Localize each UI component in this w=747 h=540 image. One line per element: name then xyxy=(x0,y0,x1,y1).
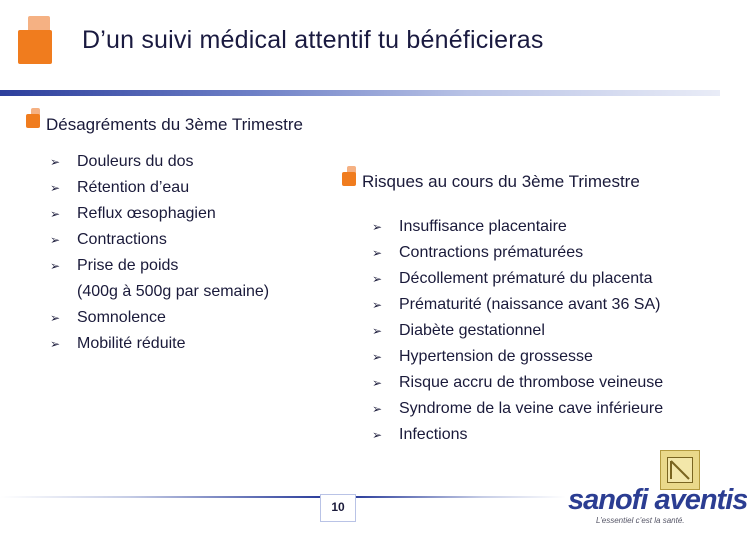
arrow-bullet-icon: ➢ xyxy=(372,246,383,260)
arrow-bullet-icon: ➢ xyxy=(372,298,383,312)
list-item: ➢ Hypertension de grossesse xyxy=(372,344,663,370)
arrow-bullet-icon: ➢ xyxy=(372,402,383,416)
left-section-heading: Désagréments du 3ème Trimestre xyxy=(46,115,303,134)
arrow-bullet-icon: ➢ xyxy=(50,311,61,325)
arrow-bullet-icon: ➢ xyxy=(372,220,383,234)
left-bullet-list xyxy=(50,149,269,357)
title-divider xyxy=(0,90,720,96)
list-item: ➢ Prise de poids xyxy=(50,253,269,279)
list-item: ➢ Insuffisance placentaire xyxy=(372,214,663,240)
list-item: ➢ Contractions prématurées xyxy=(372,240,663,266)
right-bullet-list xyxy=(372,214,663,448)
list-item: ➢ Contractions xyxy=(50,227,269,253)
arrow-bullet-icon: ➢ xyxy=(372,376,383,390)
list-item: ➢ Prématurité (naissance avant 36 SA) xyxy=(372,292,663,318)
list-item: ➢ Douleurs du dos xyxy=(50,149,269,175)
right-section-heading: Risques au cours du 3ème Trimestre xyxy=(362,172,640,191)
list-item: ➢ Infections xyxy=(372,422,663,448)
section-marker-icon xyxy=(26,108,42,128)
brand-logo: sanofi aventis xyxy=(568,484,747,516)
arrow-bullet-icon: ➢ xyxy=(50,207,61,221)
arrow-bullet-icon: ➢ xyxy=(372,272,383,286)
arrow-bullet-icon: ➢ xyxy=(50,337,61,351)
list-item: ➢ Risque accru de thrombose veineuse xyxy=(372,370,663,396)
arrow-bullet-icon: ➢ xyxy=(372,428,383,442)
arrow-bullet-icon: ➢ xyxy=(50,233,61,247)
page-number: 10 xyxy=(331,500,345,514)
arrow-bullet-icon: ➢ xyxy=(50,155,61,169)
list-item: ➢ Somnolence xyxy=(50,305,269,331)
arrow-bullet-icon: ➢ xyxy=(50,259,61,273)
footer-divider-right xyxy=(356,496,566,498)
brand-tagline: L’essentiel c’est la santé. xyxy=(596,516,685,525)
footer-divider-left xyxy=(0,496,320,498)
section-marker-icon xyxy=(342,166,358,186)
title-logo-icon xyxy=(18,16,58,64)
list-item-continuation: (400g à 500g par semaine) xyxy=(77,283,270,300)
list-item: ➢ Diabète gestationnel xyxy=(372,318,663,344)
list-item: ➢ Reflux œsophagien xyxy=(50,201,269,227)
arrow-bullet-icon: ➢ xyxy=(50,181,61,195)
nav-button-icon xyxy=(667,457,693,483)
slash-icon xyxy=(668,458,692,482)
list-item: ➢ Rétention d’eau xyxy=(50,175,269,201)
arrow-bullet-icon: ➢ xyxy=(372,350,383,364)
list-item: ➢ Mobilité réduite xyxy=(50,331,269,357)
list-item: ➢ Syndrome de la veine cave inférieure xyxy=(372,396,663,422)
list-item: ➢ Décollement prématuré du placenta xyxy=(372,266,663,292)
slide-title: D’un suivi médical attentif tu bénéficieras xyxy=(82,26,544,54)
arrow-bullet-icon: ➢ xyxy=(372,324,383,338)
